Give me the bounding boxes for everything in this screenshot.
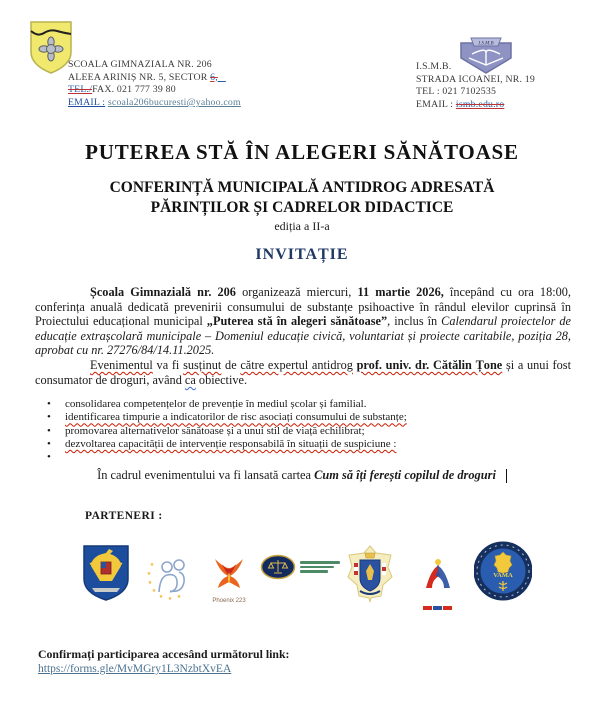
- vama-caption: VAMA: [493, 572, 513, 579]
- svg-text:★: ★: [167, 597, 173, 602]
- romania-coat-of-arms-logo: [82, 544, 130, 602]
- phoenix-icon: [208, 558, 250, 592]
- list-item: • dezvoltarea capacității de intervenție responsabilă în situații de suspiciune :: [47, 438, 571, 451]
- svg-text:★: ★: [149, 563, 155, 568]
- school-contact-block: [68, 59, 241, 110]
- conference-subtitle: CONFERINȚĂ MUNICIPALĂ ANTIDROG ADRESATĂ PĂRINȚILOR ȘI CADRELOR DIDACTICE: [109, 179, 495, 216]
- ismb-email-link[interactable]: ismb.edu.ro: [455, 99, 505, 111]
- text-cursor: [506, 469, 507, 483]
- partners-label: PARTENERI :: [85, 510, 163, 522]
- invitation-heading: INVITAȚIE: [255, 246, 349, 263]
- project-title-bold: „Puterea stă în alegeri sănătoase”: [206, 314, 388, 329]
- ismb-phone: TEL : 021 7102535: [416, 86, 497, 98]
- school-email-line: [68, 97, 241, 110]
- ismb-banner-text: I.S.M.B: [478, 41, 494, 47]
- school-phone: TEL./FAX. 021 777 39 80: [68, 84, 176, 96]
- vama-customs-logo: [474, 541, 532, 601]
- ismb-contact-block: [416, 61, 535, 112]
- sports-figures-icon: [416, 556, 460, 592]
- paragraph-event-details: Școala Gimnazială nr. 206 organizează miercuri, 11 martie 2026, începând cu ora 18:00, conferința anuală dedicată prevenirii consumului de substanțe psihoactive în rândul elevilor cuprinsă în Proiectului educațional municipal „Puterea stă în alegeri sănătoase”, inclus în Calendarul proiectelor de educație extrașcolară municipale – Domeniul educație civică, voluntariat și proiecte caritabile, poziția 28, aprobat cu nr. 27276/84/14.11.2025.: [35, 285, 572, 358]
- svg-text:★: ★: [151, 589, 157, 594]
- phoenix-caption: Phoenix 223: [212, 598, 246, 604]
- email-label: EMAIL :: [68, 97, 106, 109]
- school-name: SCOALA GIMNAZIALA NR. 206: [68, 59, 212, 70]
- book-title: Cum să îți ferești copilul de droguri: [314, 468, 496, 482]
- document-title: PUTEREA STĂ ÎN ALEGERI SĂNĂTOASE: [85, 140, 519, 164]
- paragraph-speaker: Evenimentul va fi susținut de către expertul antidrog prof. univ. dr. Cătălin Țone și a unui fost consumator de droguri, având ca obiective.: [35, 358, 571, 387]
- parents-association-eu-logo: [146, 556, 196, 602]
- partner-logos-row: [0, 538, 604, 628]
- sports-caption-bars: [416, 597, 460, 615]
- svg-text:★: ★: [147, 581, 153, 586]
- calendar-reference-italic: Calendarul proiectelor de educație extrașcolară municipale – Domeniul educație civică, voluntariat și proiecte caritabile, poziția 28, aprobat cu nr. 27276/84/14.11.2025.: [35, 314, 571, 358]
- list-item: • consolidarea competențelor de prevenție în mediul școlar și familial.: [47, 398, 571, 411]
- justice-seal-logo: [260, 554, 342, 580]
- justice-org-text-lines: [300, 559, 340, 575]
- list-item: • promovarea alternativelor sănătoase și a unui stil de viață echilibrat;: [47, 425, 571, 438]
- event-date-bold: 11 martie 2026,: [357, 285, 444, 299]
- svg-text:★: ★: [176, 595, 182, 600]
- school-name-bold: Școala Gimnazială nr. 206: [90, 285, 236, 299]
- email-label: EMAIL :: [416, 99, 454, 111]
- ismb-address: STRADA ICOANEI, NR. 19: [416, 73, 535, 85]
- list-item-empty: [47, 451, 571, 464]
- justice-scales-icon: [260, 554, 296, 580]
- confirmation-text: Confirmați participarea accesând următorul link:: [38, 647, 290, 661]
- bucharest-coat-of-arms-logo: [345, 545, 395, 603]
- objectives-list: [47, 398, 571, 464]
- book-launch-line: În cadrul evenimentului va fi lansată cartea Cum să îți ferești copilul de droguri: [0, 468, 604, 483]
- tracked-change-sector: 6,: [210, 71, 218, 83]
- ismb-email-line: [416, 99, 535, 112]
- school-address: ALEEA ARINIȘ NR. 5, SECTOR 6,: [68, 71, 218, 83]
- school-email-link[interactable]: scoala206bucuresti@yahoo.com: [107, 97, 241, 109]
- sports-figures-logo: [416, 556, 460, 615]
- tracked-change-tel: TEL./: [68, 84, 93, 96]
- registration-form-link[interactable]: https://forms.gle/MvMGry1L3NzbtXvEA: [38, 663, 232, 675]
- svg-text:★: ★: [146, 572, 152, 577]
- phoenix-223-logo: [208, 558, 250, 604]
- ismb-name: I.S.M.B.: [416, 61, 452, 72]
- expert-name-bold: prof. univ. dr. Cătălin Țone: [356, 358, 503, 372]
- edition-label: ediția a II-a: [274, 219, 330, 233]
- list-item: • identificarea timpurie a indicatorilor de risc asociați consumului de substanțe;: [47, 411, 571, 424]
- svg-text:★: ★: [158, 595, 164, 600]
